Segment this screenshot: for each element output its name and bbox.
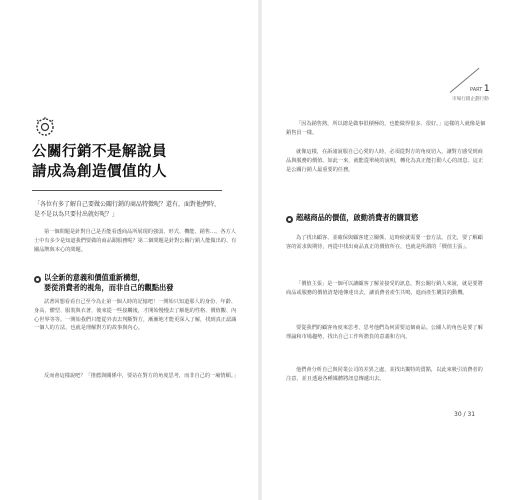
brain-gear-icon bbox=[34, 116, 56, 138]
paragraph-2: 試著回想看看自己至今為止第一個人時的記憶吧！一開始只知道那人的身份、年齡、身高、體型、服裝與衣著，後來從一些接觸後，才開始慢慢去了解他的性格、價值觀、內心世界等等。一開始我們只能從外表去判斷對方，漸漸地才能更深入了解，找到真正認識一個人的方法，也就是理解對方的故事與內心。 bbox=[34, 299, 237, 332]
title-line-2: 請成為創造價值的人 bbox=[32, 163, 167, 180]
paragraph-1: 第一個問題是針對自己是否能看透商品所展現的強弱、形式、機能、銷售…。各方人士中有多少是知道我們要做的商品跟服務呢？第二個問題是針對公關行銷人能做出的、有關品牌與本心的問題。 bbox=[34, 229, 237, 253]
right-paragraph-3: 為了找出顧客、並確保與顧客建立關係，這時候就需要一套方法。首先，要了解顧客的需求與期待，再從中找出商品真正的價值所在，也就是所謂的「價值主張」。 bbox=[286, 235, 483, 250]
page-title bbox=[32, 142, 232, 182]
title-divider bbox=[32, 190, 222, 191]
right-paragraph-5: 要從我們的顧客角度來思考，思考他們為何需要這個商品。公關人的角色是要了解理論和市場趨勢，找出自己工作所擔負的意義和方向。 bbox=[286, 325, 483, 340]
subheading-1-line-1: 以全新的意義和價值重新構想， bbox=[44, 273, 145, 282]
part-subtitle: 市場行銷企劃行動 bbox=[452, 97, 489, 102]
bullet-icon bbox=[286, 216, 293, 223]
intro-quote bbox=[34, 200, 239, 220]
paragraph-3: 反而會這樣說吧？「推薦與關係中，要站在對方的角度思考，而非自己的一廂情願。」 bbox=[44, 373, 239, 379]
subheading-1 bbox=[44, 273, 244, 293]
subheading-1-line-2: 要從消費者的視角，而非自己的觀點出發 bbox=[44, 283, 174, 292]
part-number: 1 bbox=[483, 84, 490, 94]
quote-line-2: 是不是以為只要付出就好呢？」 bbox=[34, 211, 119, 218]
right-paragraph-6: 他們會分析自己與同業公司的差異之處，並找出獨特的賣點，以此來吸引消費者的注意，並且透過各種媒體將訊息傳遞出去。 bbox=[286, 367, 483, 382]
right-paragraph-2: 就像這樣，在訴諸說服自己心愛的人時，必須從對方的角度切入，讓對方感受到商品與服務的價值。如此一來，就能從單純的說明，轉化為真正能打動人心的訊息。這正是公關行銷人最重要的任務。 bbox=[286, 149, 484, 173]
title-line-1: 公關行銷不是解說員 bbox=[32, 143, 167, 160]
left-page bbox=[0, 0, 258, 500]
right-paragraph-4: 「價值主張」是一個可以讓顧客了解並接受的訊息。對公關行銷人來說，就是要將商品或服務的價值清楚地傳達出去，讓消費者產生共鳴，進而產生購買的動機。 bbox=[286, 281, 483, 296]
part-marker bbox=[470, 84, 490, 94]
part-label: PART bbox=[470, 87, 483, 93]
right-paragraph-1: 「因為銷售熱，所以總是做事很積極的，也能做得很多、很好。」這樣的人就像是個銷售員一樣。 bbox=[286, 121, 486, 136]
page-numbers: 30 / 31 bbox=[454, 411, 476, 418]
bullet-icon bbox=[34, 276, 41, 283]
quote-line-1: 「各位有多了解自己要做公關行銷的商品特徵呢？還有，面對他們時， bbox=[34, 201, 221, 208]
subheading-2: 超越商品的價值，啟動消費者的購買慾 bbox=[296, 213, 419, 222]
